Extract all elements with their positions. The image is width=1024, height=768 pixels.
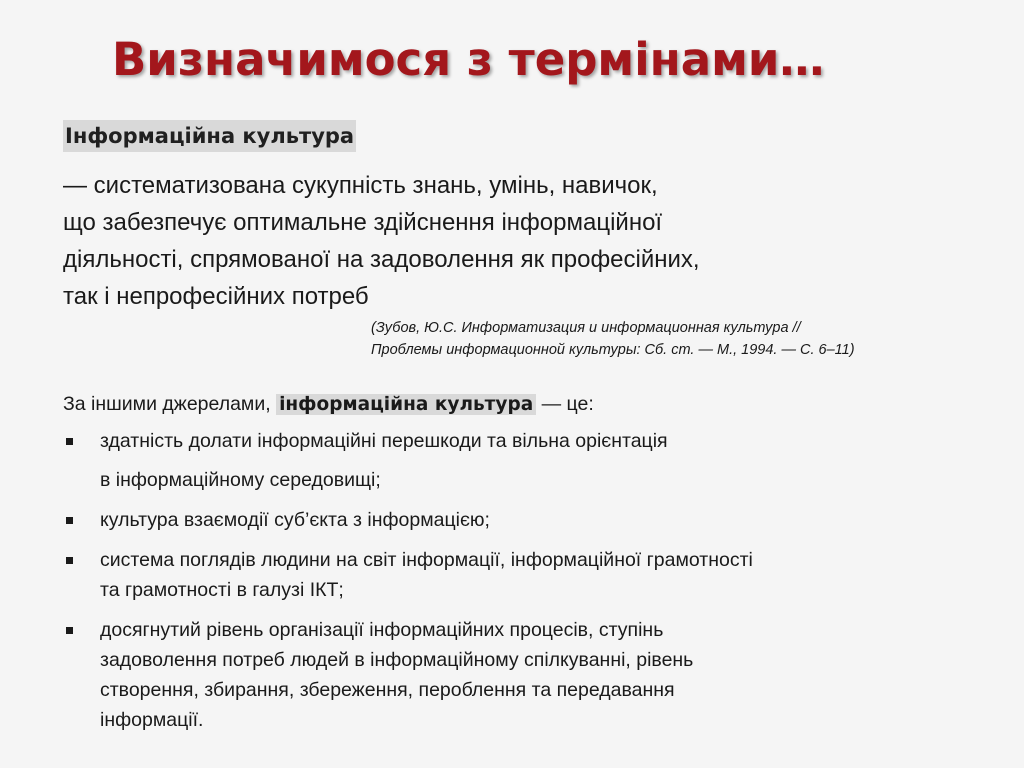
list-item: [63, 545, 983, 605]
highlighted-term: інформаційна культура: [276, 394, 536, 415]
list-item-line: культура взаємодії суб’єкта з інформацією;: [100, 509, 490, 531]
definition-line: діяльності, спрямованої на задоволення як професійних,: [63, 246, 700, 273]
other-sources-intro: [63, 390, 594, 419]
list-item-line: створення, збирання, збереження, пероблення та передавання: [100, 679, 675, 701]
square-bullet-icon: [66, 438, 73, 445]
square-bullet-icon: [66, 557, 73, 564]
list-item-line: інформації.: [100, 709, 204, 731]
other-sources-prefix: За іншими джерелами,: [63, 393, 277, 415]
citation-line: (Зубов, Ю.С. Информатизация и информационная культура //: [371, 320, 801, 336]
definition-text: [63, 167, 963, 315]
definition-line: що забезпечує оптимальне здійснення інформаційної: [63, 209, 663, 236]
citation-line: Проблемы информационной культуры: Сб. ст. — М., 1994. — С. 6–11): [371, 342, 855, 358]
slide-title: Визначимося з термінами…: [112, 33, 825, 86]
list-item: [63, 426, 983, 495]
term-heading: Інформаційна культура: [63, 120, 356, 152]
list-item-line: задоволення потреб людей в інформаційному спілкуванні, рівень: [100, 649, 694, 671]
list-item-line: в інформаційному середовищі;: [100, 469, 381, 491]
other-sources-suffix: — це:: [536, 393, 594, 415]
list-item: [63, 505, 983, 535]
list-item: [63, 615, 983, 735]
list-item-line: та грамотності в галузі ІКТ;: [100, 579, 344, 601]
list-item-line: здатність долати інформаційні перешкоди та вільна орієнтація: [100, 430, 668, 452]
square-bullet-icon: [66, 627, 73, 634]
citation: [371, 317, 855, 361]
definition-line: — систематизована сукупність знань, умінь, навичок,: [63, 172, 658, 199]
list-item-line: система поглядів людини на світ інформації, інформаційної грамотності: [100, 549, 753, 571]
square-bullet-icon: [66, 517, 73, 524]
definition-line: так і непрофесійних потреб: [63, 283, 369, 310]
definitions-list: [63, 426, 983, 745]
list-item-line: досягнутий рівень організації інформаційних процесів, ступінь: [100, 619, 664, 641]
